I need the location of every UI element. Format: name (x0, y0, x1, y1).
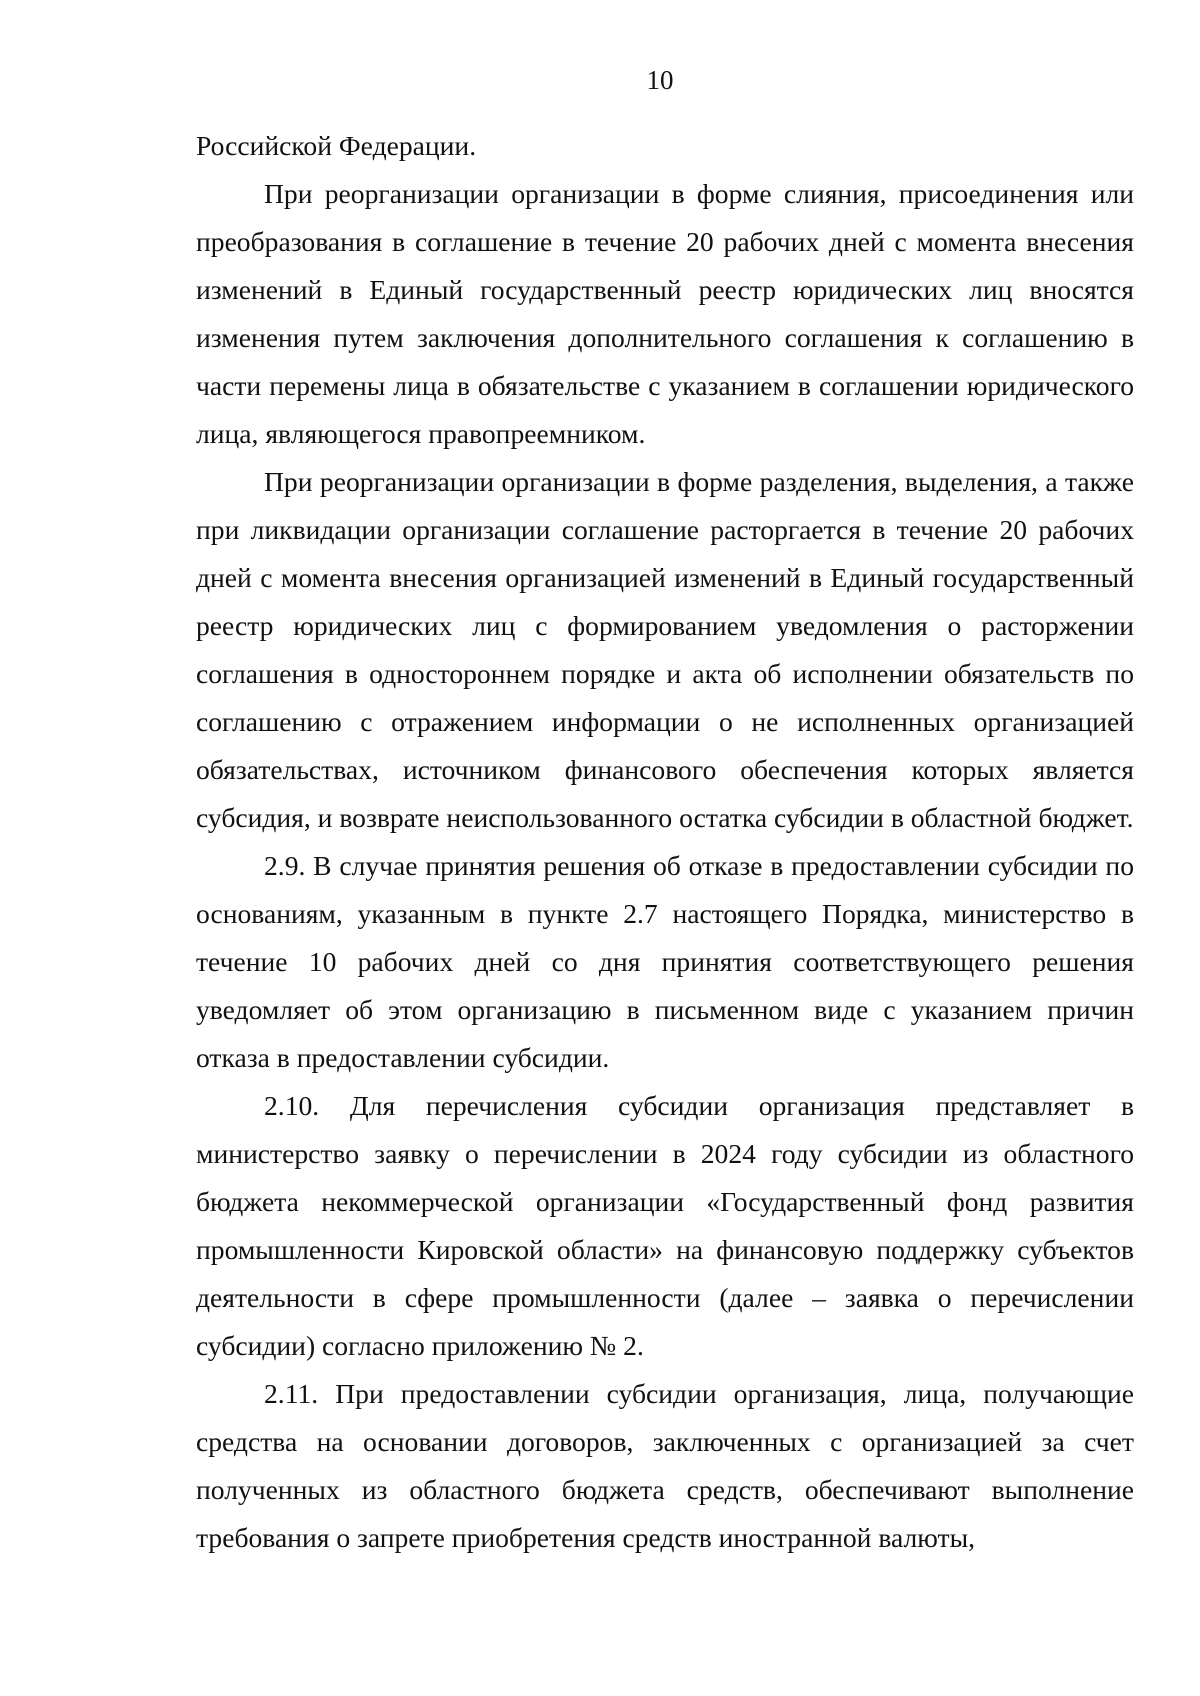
paragraph-2-11: 2.11. При предоставлении субсидии организация, лица, получающие средства на основании договоров, заключенных с организацией за счет полученных из областного бюджета средств, обеспечивают выполнение требования о запрете приобретения средств иностранной валюты, (196, 1378, 1134, 1553)
paragraph-2-10: 2.10. Для перечисления субсидии организация представляет в министерство заявку о перечислении в 2024 году субсидии из областного бюджета некоммерческой организации «Государственный фонд развития промышленности Кировской области» на финансовую поддержку субъектов деятельности в сфере промышленности (далее – заявка о перечислении субсидии) согласно приложению № 2. (196, 1090, 1134, 1361)
paragraph-reorganization-division: При реорганизации организации в форме разделения, выделения, а также при ликвидации организации соглашение расторгается в течение 20 рабочих дней с момента внесения организацией изменений в Единый государственный реестр юридических лиц с формированием уведомления о расторжении соглашения в одностороннем порядке и акта об исполнении обязательств по соглашению с отражением информации о не исполненных организацией обязательствах, источником финансового обеспечения которых является субсидия, и возврате неиспользованного остатка субсидии в областной бюджет. (196, 466, 1134, 833)
paragraph-continuation: Российской Федерации. (196, 130, 477, 161)
page-number: 10 (646, 65, 674, 95)
paragraph-reorganization-merger: При реорганизации организации в форме слияния, присоединения или преобразования в соглашение в течение 20 рабочих дней с момента внесения изменений в Единый государственный реестр юридических лиц вносятся изменения путем заключения дополнительного соглашения к соглашению в части перемены лица в обязательстве с указанием в соглашении юридического лица, являющегося правопреемником. (196, 178, 1134, 449)
paragraph-2-9: 2.9. В случае принятия решения об отказе в предоставлении субсидии по основаниям, указанным в пункте 2.7 настоящего Порядка, министерство в течение 10 рабочих дней со дня принятия соответствующего решения уведомляет об этом организацию в письменном виде с указанием причин отказа в предоставлении субсидии. (196, 850, 1134, 1073)
document-body (196, 122, 1134, 1562)
